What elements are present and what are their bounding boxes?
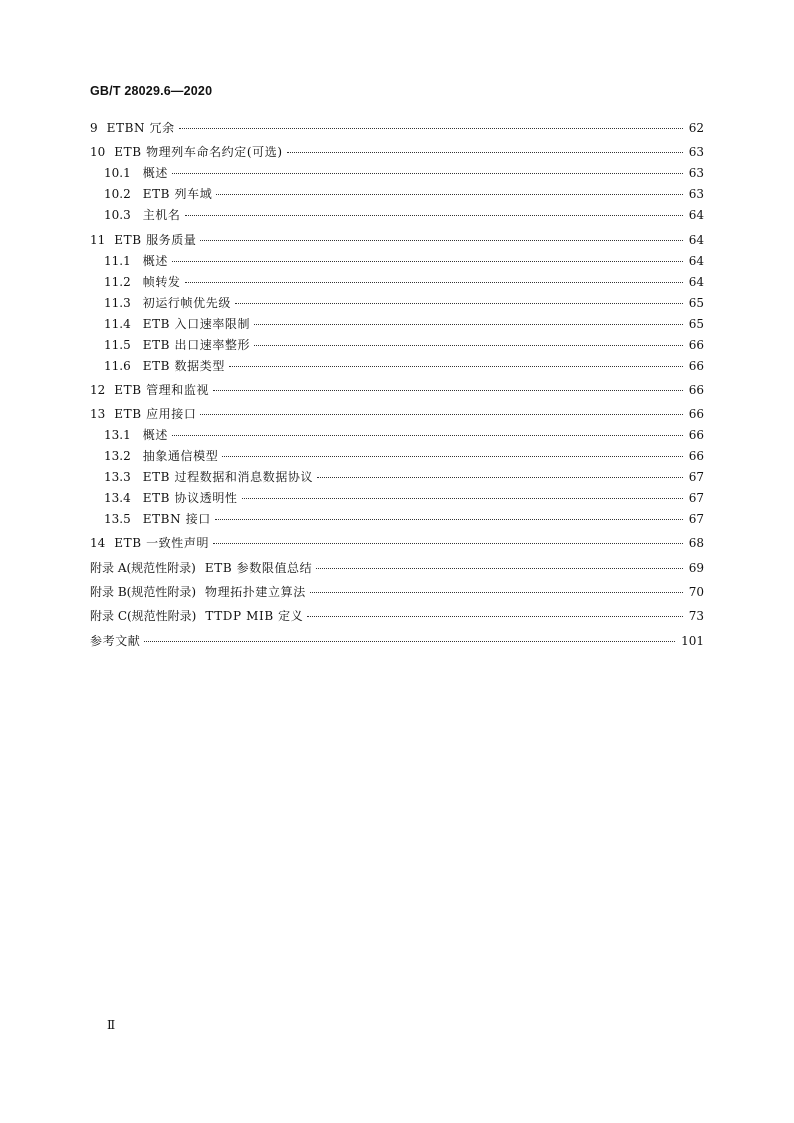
toc-entry-page: 65 <box>688 316 704 331</box>
toc-entry-page: 73 <box>688 609 704 624</box>
dot-leader <box>200 240 682 241</box>
toc-entry-number: 14 <box>90 536 106 551</box>
dot-leader <box>242 498 683 499</box>
toc-entry-page: 67 <box>688 470 704 485</box>
dot-leader <box>235 303 683 304</box>
dot-leader <box>172 173 683 174</box>
toc-entry-page: 70 <box>688 585 704 600</box>
toc-entry[interactable] <box>90 315 704 336</box>
toc-entry-number: 附录 C(规范性附录) <box>90 609 197 624</box>
toc-entry-number: 10.3 <box>104 208 131 223</box>
toc-entry-number: 10.1 <box>104 166 131 181</box>
toc-entry[interactable] <box>90 294 704 315</box>
toc-entry-page: 65 <box>688 295 704 310</box>
toc-entry-number: 13 <box>90 407 106 422</box>
toc-entry-title: 概述 <box>142 166 168 181</box>
toc-entry-title: ETB 列车域 <box>142 187 213 202</box>
toc-entry-title: ETB 应用接口 <box>114 407 197 422</box>
toc-entry-title: ETB 协议透明性 <box>142 491 238 506</box>
toc-entry[interactable] <box>90 143 704 164</box>
toc-entry-page: 64 <box>688 232 704 247</box>
toc-entry[interactable] <box>90 206 704 227</box>
toc-entry-number: 11.6 <box>104 358 131 373</box>
dot-leader <box>222 456 682 457</box>
toc-entry-page: 66 <box>688 449 704 464</box>
toc-entry-title: ETB 服务质量 <box>114 232 197 247</box>
toc-entry-number: 10.2 <box>104 187 131 202</box>
dot-leader <box>254 345 683 346</box>
toc-entry[interactable] <box>90 231 704 252</box>
standard-code-header: GB/T 28029.6—2020 <box>90 84 213 98</box>
page-number-footer: Ⅱ <box>107 1018 116 1032</box>
dot-leader <box>213 390 683 391</box>
toc-entry-number: 13.2 <box>104 449 131 464</box>
toc-entry-title: 概述 <box>142 253 168 268</box>
toc-entry-title: 抽象通信模型 <box>142 449 219 464</box>
toc-entry-number: 13.5 <box>104 512 131 527</box>
toc-entry[interactable] <box>90 534 704 555</box>
toc-entry[interactable] <box>90 583 704 604</box>
dot-leader <box>215 519 683 520</box>
toc-entry[interactable] <box>90 559 704 580</box>
toc-entry-page: 64 <box>688 274 704 289</box>
toc-entry-title: 帧转发 <box>142 274 181 289</box>
dot-leader <box>179 128 683 129</box>
toc-entry[interactable] <box>90 357 704 378</box>
toc-entry-title: 物理拓扑建立算法 <box>205 585 306 600</box>
dot-leader <box>287 152 683 153</box>
dot-leader <box>307 616 682 617</box>
dot-leader <box>216 194 682 195</box>
toc-entry-title: ETBN 冗余 <box>106 121 175 135</box>
toc-entry-number: 10 <box>90 145 106 160</box>
toc-entry-page: 66 <box>688 407 704 422</box>
toc-entry-number: 11.4 <box>104 316 131 331</box>
toc-entry[interactable] <box>90 447 704 468</box>
dot-leader <box>185 282 683 283</box>
toc-entry[interactable] <box>90 381 704 402</box>
toc-entry[interactable] <box>90 164 704 185</box>
toc-entry[interactable] <box>90 405 704 426</box>
toc-entry-title: ETB 过程数据和消息数据协议 <box>142 470 314 485</box>
toc-entry-number: 13.3 <box>104 470 131 485</box>
toc-entry-title: 主机名 <box>142 208 181 223</box>
toc-entry-page: 66 <box>688 358 704 373</box>
toc-entry-title: 初运行帧优先级 <box>142 295 231 310</box>
toc-entry-number: 11.5 <box>104 337 131 352</box>
toc-entry-title: ETB 参数限值总结 <box>204 560 313 575</box>
toc-entry-title: ETB 入口速率限制 <box>142 316 251 331</box>
toc-entry[interactable] <box>90 510 704 531</box>
dot-leader <box>144 641 675 642</box>
toc-entry-page: 66 <box>688 382 704 397</box>
toc-entry-page: 66 <box>688 337 704 352</box>
toc-entry[interactable] <box>90 185 704 206</box>
toc-entry[interactable] <box>90 119 704 140</box>
toc-entry-page: 67 <box>688 491 704 506</box>
dot-leader <box>172 435 683 436</box>
toc-entry-title: 参考文献 <box>90 633 141 648</box>
toc-entry-number: 11.2 <box>104 274 131 289</box>
toc-entry-title: ETB 物理列车命名约定(可选) <box>114 145 283 160</box>
toc-entry-page: 63 <box>688 166 704 181</box>
toc-entry-title: TTDP MIB 定义 <box>205 609 304 624</box>
toc-entry-number: 11.3 <box>104 295 131 310</box>
toc-entry-number: 9 <box>90 121 98 135</box>
toc-entry-number: 12 <box>90 382 106 397</box>
toc-entry-title: ETBN 接口 <box>142 512 211 527</box>
toc-entry-number: 附录 B(规范性附录) <box>90 585 196 600</box>
toc-entry-page: 62 <box>688 121 704 135</box>
toc-entry[interactable] <box>90 426 704 447</box>
toc-entry-page: 63 <box>688 145 704 160</box>
dot-leader <box>310 592 683 593</box>
toc-entry[interactable] <box>90 489 704 510</box>
toc-entry-page: 64 <box>688 208 704 223</box>
toc-entry-title: ETB 数据类型 <box>142 358 225 373</box>
dot-leader <box>254 324 683 325</box>
dot-leader <box>229 366 683 367</box>
table-of-contents <box>90 119 704 653</box>
toc-entry-title: ETB 出口速率整形 <box>142 337 251 352</box>
dot-leader <box>316 568 682 569</box>
toc-entry-title: ETB 管理和监视 <box>114 382 210 397</box>
toc-entry-page: 64 <box>688 253 704 268</box>
toc-entry-title: 概述 <box>142 428 168 443</box>
toc-entry-number: 附录 A(规范性附录) <box>90 560 196 575</box>
toc-entry-number: 11.1 <box>104 253 131 268</box>
toc-entry[interactable] <box>90 607 704 628</box>
toc-entry[interactable] <box>90 252 704 273</box>
toc-entry-page: 69 <box>688 560 704 575</box>
toc-entry[interactable] <box>90 468 704 489</box>
toc-entry[interactable] <box>90 273 704 294</box>
dot-leader <box>200 414 682 415</box>
toc-entry-page: 66 <box>688 428 704 443</box>
toc-entry-page: 63 <box>688 187 704 202</box>
toc-entry-number: 11 <box>90 232 106 247</box>
dot-leader <box>213 543 683 544</box>
toc-entry-number: 13.1 <box>104 428 131 443</box>
toc-entry[interactable] <box>90 632 704 653</box>
toc-entry-number: 13.4 <box>104 491 131 506</box>
dot-leader <box>185 215 683 216</box>
toc-entry-title: ETB 一致性声明 <box>114 536 210 551</box>
dot-leader <box>172 261 683 262</box>
toc-entry-page: 101 <box>681 633 704 648</box>
toc-entry-page: 67 <box>688 512 704 527</box>
dot-leader <box>317 477 683 478</box>
toc-entry-page: 68 <box>688 536 704 551</box>
toc-entry[interactable] <box>90 336 704 357</box>
